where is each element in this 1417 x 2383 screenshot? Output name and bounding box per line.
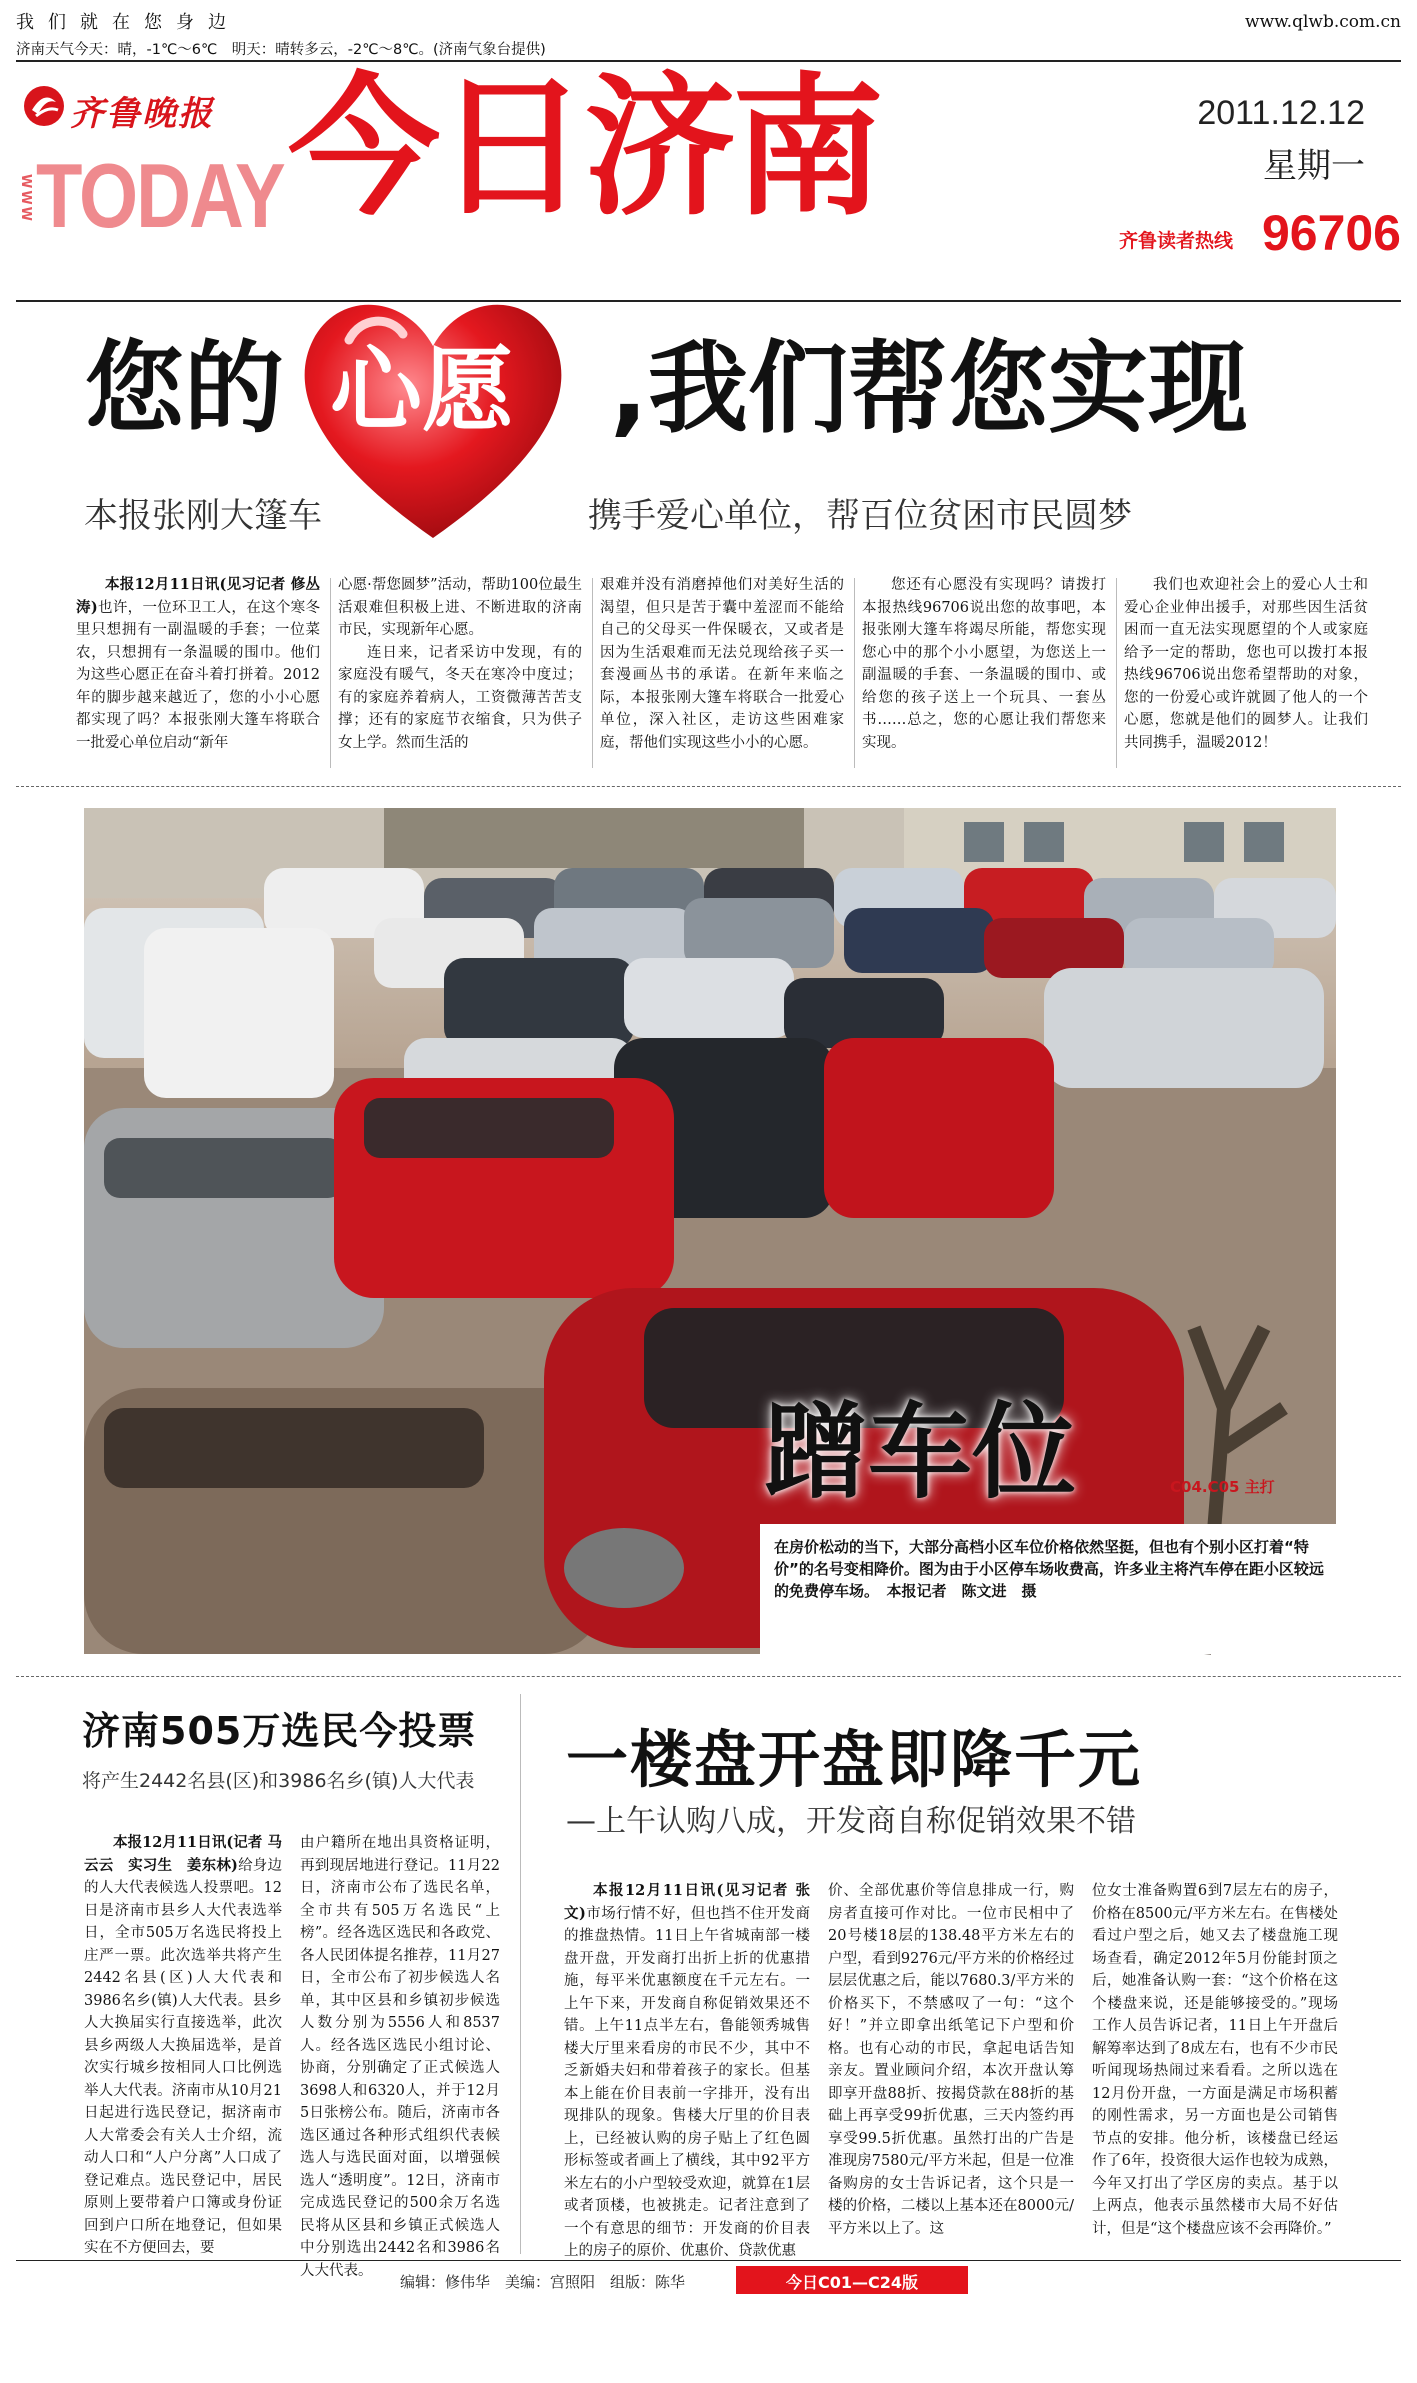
property-col3-text: 位女士准备购置6到7层左右的房子，价格在8500元/平方米左右。在售楼处看过户型之后，她又去了楼盘施工现场查看，确定2012年5月份能封顶之后，她准备认购一套：“这个价格在这个楼盘来说，还是能够接受的。”现场工作人员告诉记者，11日上午开盘后解筹率达到了8成左右，也有不少市民听闻现场热闹过来看看。之所以选在12月份开盘，一方面是满足市场积蓄的刚性需求，另一方面也是公司销售节点的安排。他分析，该楼盘已经运作了6年，投资很大运作也较为成熟，今年又打出了学区房的卖点。基于以上两点，他表示虽然楼市大局不好估计，但是“这个楼盘应该不会再降价。” [1092,1883,1338,2237]
today-label: TODAY [36,145,284,248]
lead-col3-text: 艰难并没有消磨掉他们对美好生活的渴望，但只是苦于囊中羞涩而不能给自己的父母买一件保暖衣，又或者是因为生活艰难而无法兑现给孩子买一套漫画丛书的承诺。在新年来临之际，本报张刚大篷车将联合一批爱心单位，深入社区，走访这些困难家庭，帮他们实现这些小小的心愿。 [600,577,844,751]
photo-headline: 蹭车位 [764,1391,1077,1513]
lead-column-5 [1124,574,1368,774]
property-col1-text: 市场行情不好，但也挡不住开发商的推盘热情。11日上午省城南部一楼盘开盘，开发商打出折上折的优惠措施，每平米优惠额度在千元左右。一上午下来，开发商自称促销效果还不错。上午11点半左右，鲁能领秀城售楼大厅里来看房的市民不少，其中不乏新婚夫妇和带着孩子的家长。但基本上能在价目表前一字排开，没有出现排队的现象。售楼大厅里的价目表上，已经被认购的房子贴上了红色圆形标签或者画上了横线，其中92平方米左右的小户型较受欢迎，就算在1层或者顶楼，也被挑走。记者注意到了一个有意思的细节：开发商的价目表上的房子的原价、优惠价、贷款优惠 [564,1905,810,2259]
property-byline: 本报12月11日讯(见习记者 张文) [564,1882,810,1922]
today-vertical: WWW [18,174,33,224]
website: www.qlwb.com.cn [1245,12,1401,32]
slogan: 我们就在您身边 [16,12,240,33]
issue-date: 2011.12.12 [1197,94,1365,132]
lead-col2-text: 心愿·帮您圆梦”活动，帮助100位最生活艰难但积极上进、不断进取的济南市民，实现新年心愿。 [338,577,582,638]
lead-column-1 [76,574,320,774]
property-column-1 [564,1880,810,2259]
election-byline: 本报12月11日讯(记者 马云云 实习生 姜东林) [84,1834,282,1874]
top-bar [16,8,1401,62]
hotline-label: 齐鲁读者热线 [1118,230,1233,252]
lead-col2-text2: 连日来，记者采访中发现，有的家庭没有暖气，冬天在寒冷中度过；有的家庭养着病人，工资微薄苦苦支撑；还有的家庭节衣缩食，只为供子女上学。然而生活的 [338,644,582,751]
lead-headline-right: ,我们帮您实现 [610,330,1248,447]
election-column-2 [300,1832,500,2279]
masthead-divider [16,300,1401,302]
footer-edition: 今日C01—C24版 [785,2273,919,2292]
section-title: 今日济南 [288,59,880,236]
lead-column-2 [338,574,582,774]
paper-name: 齐鲁晚报 [70,94,214,134]
lead-col4-text: 您还有心愿没有实现吗？请拨打本报热线96706说出您的故事吧，本报张刚大篷车将竭尽所能，帮您实现您心中的那个小小愿望，为您送上一副温暖的手套、一条温暖的围巾、或给您的孩子送上一个玩具、一套丛书……总之，您的心愿让我们帮您来实现。 [862,577,1106,751]
lead-subhead-left: 本报张刚大篷车 [84,496,322,536]
lead-column-4 [862,574,1106,774]
lead-divider [16,786,1401,787]
election-subhead: 将产生2442名县(区)和3986名乡(镇)人大代表 [82,1770,475,1792]
photo-divider [16,1676,1401,1677]
lead-headline-heart-text: 心愿 [330,337,515,444]
parking-photo [84,808,1336,1654]
lead-col5-text: 我们也欢迎社会上的爱心人士和爱心企业伸出援手，对那些因生活贫困而一直无法实现愿望的个人或家庭给予一定的帮助，您也可以拨打本报热线96706说出您希望帮助的对象，您的一份爱心或许就圆了他人的一个心愿，您就是他们的圆梦人。让我们共同携手，温暖2012！ [1124,577,1368,751]
paper-logo-icon [22,84,66,128]
photo-page-ref: C04.C05 主打 [1170,1478,1275,1496]
lead-subhead-right: 携手爱心单位，帮百位贫困市民圆梦 [588,496,1132,536]
lead-byline: 本报12月11日讯(见习记者 修丛涛) [76,576,320,616]
property-headline: 一楼盘开盘即降千元 [566,1723,1143,1796]
masthead [16,59,1401,300]
property-col2-text: 价、全部优惠价等信息排成一行，购房者直接可作对比。一位市民相中了20号楼18层的138.48平方米左右的户型，看到9276元/平方米的价格经过层层优惠之后，能以7680.3/平方米的价格买下，不禁感叹了一句：“这个好！”并立即拿出纸笔记下户型和价格。也有心动的市民，拿起电话告知亲友。置业顾问介绍，本次开盘认筹即享开盘88折、按揭贷款在88折的基础上再享受99折优惠，三天内签约再享受99.5折优惠。虽然打出的广告是准现房7580元/平方米起，但是一位准备购房的女士告诉记者，这个只是一楼的价格，二楼以上基本还在8000元/平方米以上了。这 [828,1883,1074,2237]
election-headline: 济南505万选民今投票 [82,1709,477,1753]
lead-headline-left: 您的 [84,330,284,447]
photo-caption: 在房价松动的当下，大部分高档小区车位价格依然坚挺，但也有个别小区打着“特价”的名号变相降价。图为由于小区停车场收费高，许多业主将汽车停在距小区较远的免费停车场。 本报记者 陈文进 摄 [774,1538,1324,1600]
property-subhead: —上午认购八成，开发商自称促销效果不错 [566,1804,1136,1839]
footer-editors: 编辑：修伟华 美编：宫照阳 组版：陈华 [400,2273,686,2291]
weather-line: 济南天气今天：晴，-1℃～6℃ 明天：晴转多云，-2℃～8℃。(济南气象台提供) [16,42,546,58]
lead-column-3 [600,574,844,774]
lead-col1-text: 也许，一位环卫工人，在这个寒冬里只想拥有一副温暖的手套；一位菜农，只想拥有一条温暖的围巾。他们为这些心愿正在奋斗着打拼着。2012年的脚步越来越近了，您的小小心愿都实现了吗？本报张刚大篷车将联合一批爱心单位启动“新年 [76,599,320,751]
election-column-1 [84,1832,282,2256]
election-col1-text: 给身边的人大代表候选人投票吧。12日是济南市县乡人大代表选举日，全市505万名选民将投上庄严一票。此次选举共将产生2442名县(区)人大代表和3986名乡(镇)人大代表。县乡人大换届实行直接选举，此次县乡两级人大换届选举，是首次实行城乡按相同人口比例选举人大代表。济南市从10月21日起进行选民登记，据济南市人大常委会有关人士介绍，流动人口和“人户分离”人口成了登记难点。选民登记中，居民原则上要带着户口簿或身份证回到户口所在地登记，但如果实在不方便回去，要 [84,1857,282,2256]
property-column-2 [828,1880,1074,2256]
footer-divider [16,2260,1401,2261]
election-col2-text: 由户籍所在地出具资格证明，再到现居地进行登记。11月22日，济南市公布了选民名单，全市共有505万名选民“上榜”。经各选区选民和各政党、各人民团体提名推荐，11月27日，全市公布了初步候选人名单，其中区县和乡镇初步候选人数分别为5556人和8537人。经各选区选民小组讨论、协商，分别确定了正式候选人3698人和6320人，并于12月5日张榜公布。随后，济南市各选区通过各种形式组织代表候选人与选民面对面，以增强候选人“透明度”。12日，济南市完成选民登记的500余万名选民将从区县和乡镇正式候选人中分别选出2442名和3986名人大代表。 [300,1835,500,2279]
issue-weekday: 星期一 [1263,146,1365,186]
property-column-3 [1092,1880,1338,2256]
paper-logo [22,84,262,134]
hotline-number: 96706 [1261,205,1401,261]
